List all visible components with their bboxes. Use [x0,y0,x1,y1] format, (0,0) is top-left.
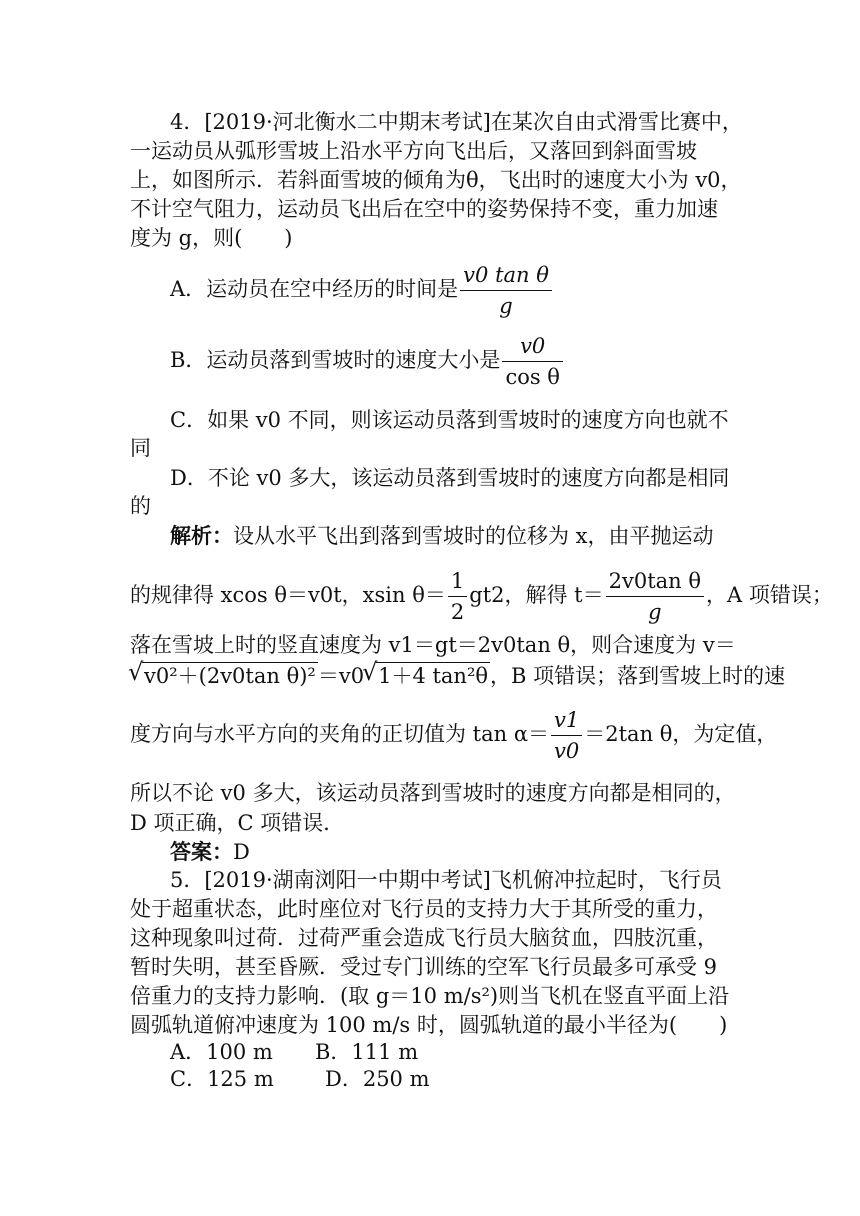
q4-option-b-denominator: cos θ [505,365,560,389]
analysis-line-5 [130,707,778,764]
q4-line-2: 一运动员从弧形雪坡上沿水平方向飞出后，又落回到斜面雪坡 [130,139,697,163]
q5-option-a: A．100 m [170,1040,273,1064]
q4-option-a-denominator: g [499,294,513,318]
q5-option-c: C．125 m [170,1067,274,1091]
q5-option-d: D．250 m [325,1067,430,1091]
q4-option-a [170,262,770,319]
q4-line-4: 不计空气阻力，运动员飞出后在空中的姿势保持不变，重力加速 [130,197,718,221]
q4-option-c-line-1: C．如果 v0 不同，则该运动员落到雪坡时的速度方向也就不 [170,408,729,432]
ratio-denominator: v0 [554,739,580,763]
half-fraction [448,568,467,625]
analysis-text-4d: ，B 项错误；落到雪坡上时的速 [490,664,786,688]
analysis-line-7: D 项正确，C 项错误． [130,811,345,835]
q5-line-2: 处于超重状态，此时座位对飞行员的支持力大于其所受的重力， [130,897,718,921]
q5-line-3: 这种现象叫过荷．过荷严重会造成飞行员大脑贫血，四肢沉重， [130,926,718,950]
answer-label: 答案： [170,840,233,864]
analysis-line-1 [170,523,770,549]
velocity-sqrt: √ v0²＋(2v0tan θ)² [142,662,318,689]
ratio-fraction [551,707,582,764]
q4-option-d-line-1: D．不论 v0 多大，该运动员落到雪坡时的速度方向都是相同 [170,466,730,490]
answer-line [170,839,770,865]
q4-option-c-line-2: 同 [130,436,151,460]
t-numerator: 2v0tan θ [606,568,704,597]
analysis-label: 解析： [170,524,233,548]
q5-options-row-2 [170,1066,770,1092]
analysis-line-2 [130,568,833,625]
q4-option-b-text: B．运动员落到雪坡时的速度大小是 [170,348,501,372]
analysis-text-1: 设从水平飞出到落到雪坡时的位移为 x，由平抛运动 [233,524,714,548]
q4-option-b-numerator: v0 [502,333,563,362]
q5-line-5: 倍重力的支持力影响．(取 g＝10 m/s²)则当飞机在竖直平面上沿 [130,984,730,1008]
analysis-text-2c: ，A 项错误； [706,583,833,607]
analysis-text-2a: 的规律得 xcos θ＝v0t，xsin θ＝ [130,583,446,607]
q4-option-a-numerator: v0 tan θ [460,262,552,291]
analysis-text-5b: ＝2tan θ，为定值， [584,722,778,746]
answer-value: D [233,840,250,864]
analysis-text-5a: 度方向与水平方向的夹角的正切值为 tan α＝ [130,722,550,746]
q4-line-3: 上，如图所示．若斜面雪坡的倾角为θ，飞出时的速度大小为 v0， [130,168,742,192]
q5-option-b: B．111 m [315,1040,419,1064]
half-numerator: 1 [448,568,467,597]
q4-option-a-fraction [460,262,552,319]
analysis-text-4b: ＝v0 [317,664,365,688]
q4-option-b [170,333,770,390]
q5-line-6: 圆弧轨道俯冲速度为 100 m/s 时，圆弧轨道的最小半径为( ) [130,1013,728,1037]
q4-line-5: 度为 g，则( ) [130,226,293,250]
analysis-line-4 [130,662,786,689]
q5-line-1: 5．[2019·湖南浏阳一中期中考试]飞机俯冲拉起时，飞行员 [170,868,722,892]
ratio-numerator: v1 [551,707,582,736]
tan-sqrt: √ 1＋4 tan²θ [376,662,490,689]
q4-option-d-line-2: 的 [130,494,151,518]
analysis-text-2b: gt2，解得 t＝ [469,583,604,607]
t-denominator: g [648,600,662,624]
q5-options-row-1 [170,1039,770,1065]
analysis-line-3: 落在雪坡上时的竖直速度为 v1＝gt＝2v0tan θ，则合速度为 v＝ [130,633,736,657]
t-fraction [606,568,704,625]
q4-line-1: 4．[2019·河北衡水二中期末考试]在某次自由式滑雪比赛中， [170,110,743,134]
half-denominator: 2 [450,600,465,624]
q5-line-4: 暂时失明，甚至昏厥．受过专门训练的空军飞行员最多可承受 9 [130,955,718,979]
q4-option-b-fraction [502,333,563,390]
q4-option-a-text: A．运动员在空中经历的时间是 [170,277,459,301]
analysis-line-6: 所以不论 v0 多大，该运动员落到雪坡时的速度方向都是相同的， [130,781,736,805]
